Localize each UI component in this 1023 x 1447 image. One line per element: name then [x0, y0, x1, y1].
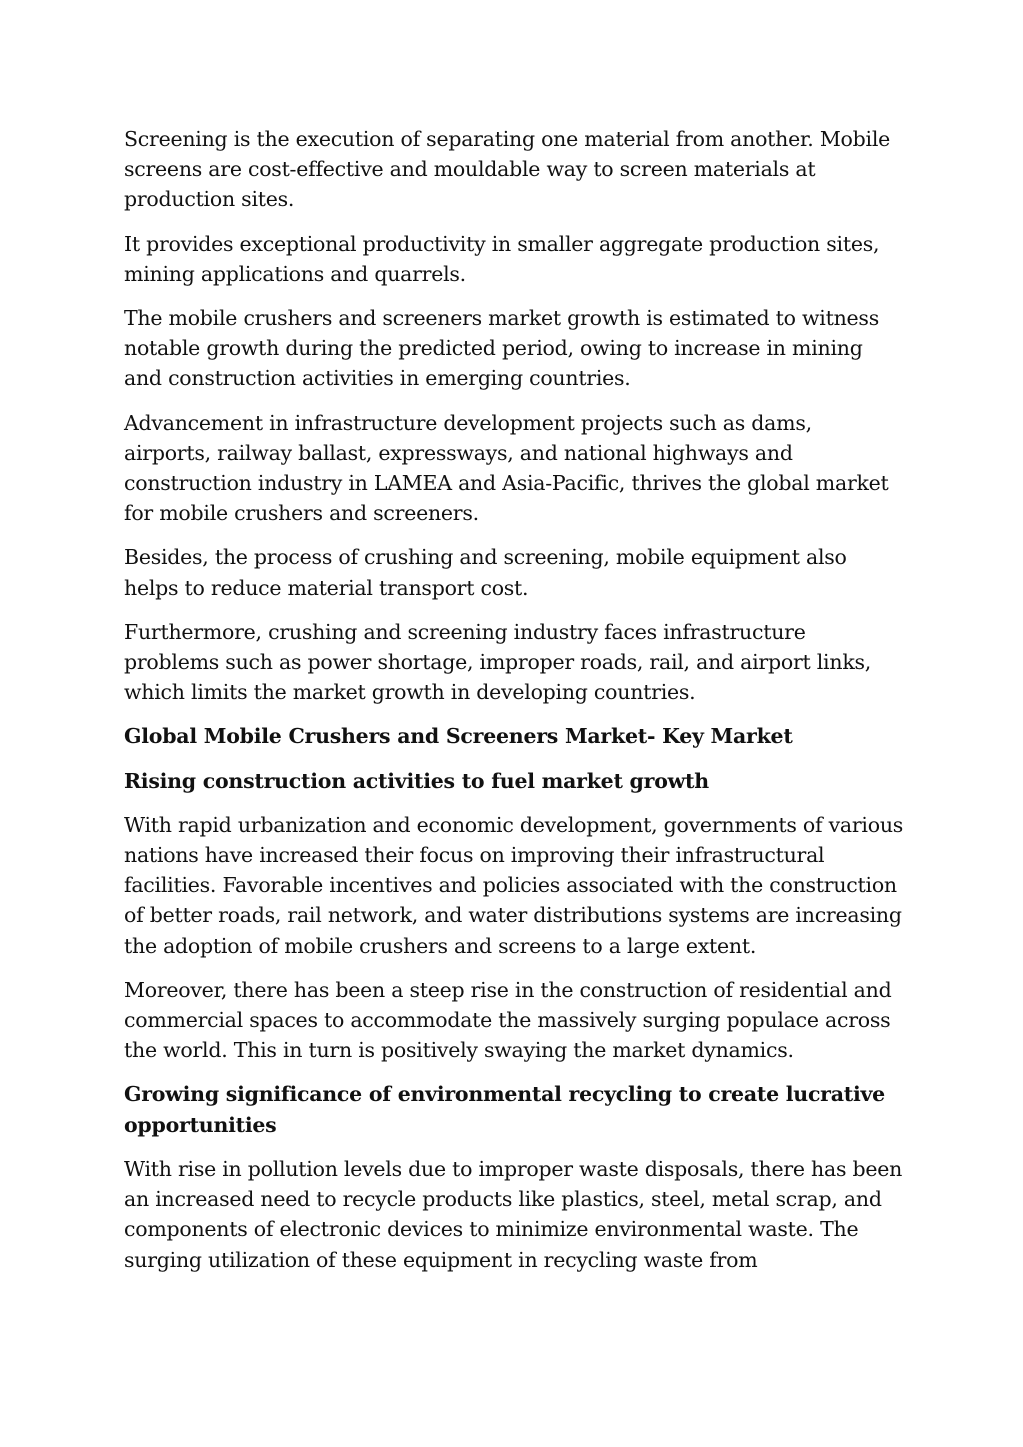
heading-key-market: Global Mobile Crushers and Screeners Market- Key Market	[124, 724, 793, 749]
paragraph-transport-cost: Besides, the process of crushing and screening, mobile equipment also helps to reduce material transport cost.	[124, 545, 847, 600]
paragraph-screening-definition: Screening is the execution of separating one material from another. Mobile screens are cost-effective and mouldable way to screen materials at production sites.	[124, 127, 891, 212]
paragraph-residential-commercial: Moreover, there has been a steep rise in the construction of residential and commercial spaces to accommodate the massively surging populace across the world. This in turn is positively swaying the market dynamics.	[124, 977, 892, 1063]
heading-construction-activities: Rising construction activities to fuel market growth	[124, 768, 709, 793]
document-page	[124, 124, 904, 1289]
heading-environmental-recycling: Growing significance of environmental recycling to create lucrative opportunities	[124, 1082, 885, 1137]
paragraph-urbanization: With rapid urbanization and economic development, governments of various nations have increased their focus on improving their infrastructural facilities. Favorable incentives and policies associated with the construction of better roads, rail network, and water distributions systems are increasing the adoption of mobile crushers and screens to a large extent.	[124, 812, 904, 958]
paragraph-market-growth: The mobile crushers and screeners market growth is estimated to witness notable growth during the predicted period, owing to increase in mining and construction activities in emerging countries.	[124, 306, 879, 391]
paragraph-productivity: It provides exceptional productivity in smaller aggregate production sites, mining applications and quarrels.	[124, 231, 880, 286]
paragraph-pollution-recycling: With rise in pollution levels due to improper waste disposals, there has been an increased need to recycle products like plastics, steel, metal scrap, and components of electronic devices to minimize environmental waste. The surging utilization of these equipment in recycling waste from	[124, 1156, 903, 1272]
paragraph-infrastructure: Advancement in infrastructure development projects such as dams, airports, railway ballast, expressways, and national highways and construction industry in LAMEA and Asia-Pacific, thrives the global market for mobile crushers and screeners.	[124, 410, 889, 526]
paragraph-infrastructure-problems: Furthermore, crushing and screening industry faces infrastructure problems such as power shortage, improper roads, rail, and airport links, which limits the market growth in developing countries.	[124, 619, 872, 705]
